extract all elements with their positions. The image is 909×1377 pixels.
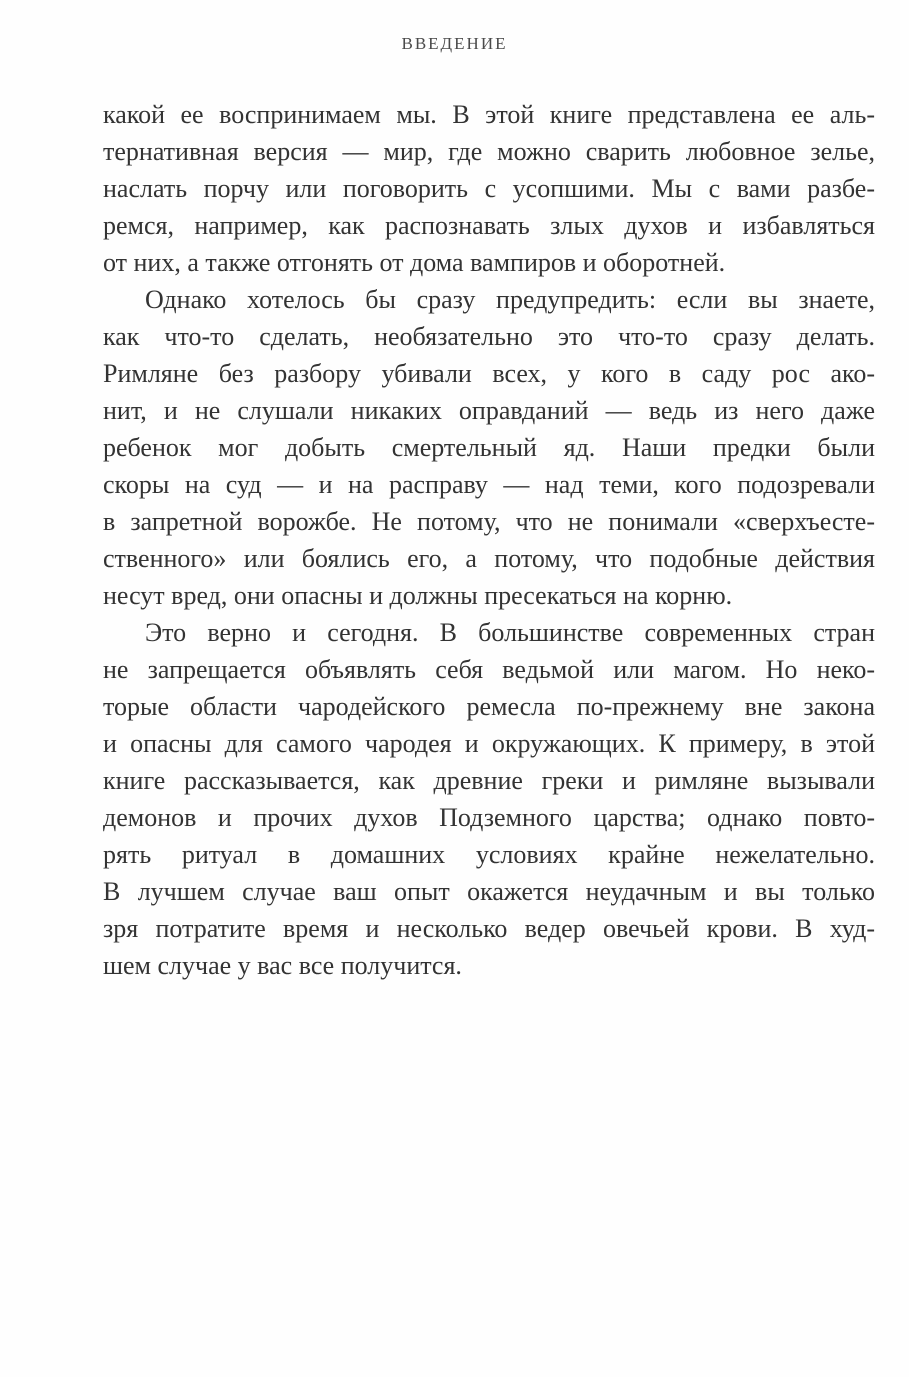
- text-line: Однако хотелось бы сразу предупредить: если вы знаете,: [145, 285, 875, 314]
- running-head: ВВЕДЕНИЕ: [401, 34, 508, 53]
- text-line: как что-то сделать, необязательно это что-то сразу делать.: [103, 322, 875, 351]
- text-line: В лучшем случае ваш опыт окажется неудачным и вы только: [103, 877, 875, 906]
- text-line: зря потратите время и несколько ведер овечьей крови. В худ-: [103, 914, 875, 943]
- text-line: наслать порчу или поговорить с усопшими. Мы с вами разбе-: [103, 174, 875, 203]
- text-line: демонов и прочих духов Подземного царства; однако повто-: [103, 803, 875, 832]
- paragraph-1: [103, 96, 875, 281]
- text-line: несут вред, они опасны и должны пресекаться на корню.: [103, 581, 733, 610]
- text-line: от них, а также отгонять от дома вампиров и оборотней.: [103, 248, 726, 277]
- text-line: ремся, например, как распознавать злых духов и избавляться: [103, 211, 875, 240]
- paragraph-3: [103, 614, 875, 984]
- text-line: ребенок мог добыть смертельный яд. Наши предки были: [103, 433, 875, 462]
- text-line: тернативная версия — мир, где можно сварить любовное зелье,: [103, 137, 875, 166]
- text-line: Римляне без разбору убивали всех, у кого в саду рос ако-: [103, 359, 875, 388]
- text-line: нит, и не слушали никаких оправданий — ведь из него даже: [103, 396, 875, 425]
- text-line: Это верно и сегодня. В большинстве современных стран: [145, 618, 875, 647]
- text-line: и опасны для самого чародея и окружающих. К примеру, в этой: [103, 729, 875, 758]
- text-line: книге рассказывается, как древние греки и римляне вызывали: [103, 766, 875, 795]
- text-line: какой ее воспринимаем мы. В этой книге представлена ее аль-: [103, 100, 875, 129]
- text-line: скоры на суд — и на расправу — над теми, кого подозревали: [103, 470, 875, 499]
- text-line: не запрещается объявлять себя ведьмой или магом. Но неко-: [103, 655, 875, 684]
- text-line: ственного» или боялись его, а потому, что подобные действия: [103, 544, 875, 573]
- paragraph-2: [103, 281, 875, 614]
- text-line: в запретной ворожбе. Не потому, что не понимали «сверхъестe-: [103, 507, 875, 536]
- text-line: рять ритуал в домашних условиях крайне нежелательно.: [103, 840, 875, 869]
- text-line: торые области чародейского ремесла по-прежнему вне закона: [103, 692, 875, 721]
- body-text: [103, 96, 875, 984]
- text-line: шем случае у вас все получится.: [103, 951, 462, 980]
